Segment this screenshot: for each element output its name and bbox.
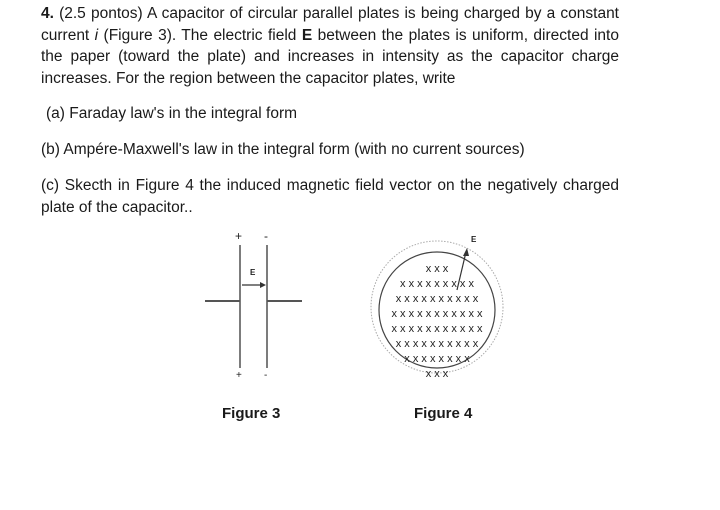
cross-row: x x x <box>425 368 449 380</box>
fig3-field-label: E <box>250 268 256 277</box>
fig3-top-right-sign: - <box>264 229 268 243</box>
cross-row: x x x x x x x x x <box>400 278 474 290</box>
intro-text-3: between the plates is uniform, directed into the paper (toward the plate) and increases in intensity as the capacitor charge increases. For the region between the capacitor plates, write <box>41 26 619 87</box>
figure4-diagram <box>371 235 503 380</box>
fig3-field-arrowhead <box>260 282 266 288</box>
intro-text-2: (Figure 3). The electric field <box>98 26 302 44</box>
figure3-caption: Figure 3 <box>222 405 281 422</box>
part-b: (b) Ampére-Maxwell's law in the integral form (with no current sources) <box>41 141 525 158</box>
cross-row: x x x x x x x x x x x <box>391 308 483 320</box>
cross-row: x x x x x x x x x x x <box>391 323 483 335</box>
intro-text-1: (2.5 pontos) A capacitor of circular parallel plates is being charged by a constant current <box>41 5 619 44</box>
cross-row: x x x <box>425 263 449 275</box>
cross-row: x x x x x x x x x x <box>395 293 479 305</box>
part-c: (c) Skecth in Figure 4 the induced magnetic field vector on the negatively charged plate of the capacitor.. <box>41 177 619 216</box>
fig3-top-left-sign: + <box>235 229 243 243</box>
cross-row: x x x x x x x x x x <box>395 338 479 350</box>
figure3-diagram <box>205 229 302 381</box>
cross-row: x x x x x x x x <box>404 353 470 365</box>
fig3-bottom-right-sign: - <box>264 370 268 381</box>
current-symbol: i <box>94 26 99 44</box>
problem-number: 4. <box>41 5 54 22</box>
fig3-bottom-left-sign: + <box>236 370 242 381</box>
field-symbol: E <box>301 26 313 44</box>
fig4-field-label: E <box>471 235 477 244</box>
figure4-caption: Figure 4 <box>414 405 473 422</box>
part-a: (a) Faraday law's in the integral form <box>46 105 298 122</box>
